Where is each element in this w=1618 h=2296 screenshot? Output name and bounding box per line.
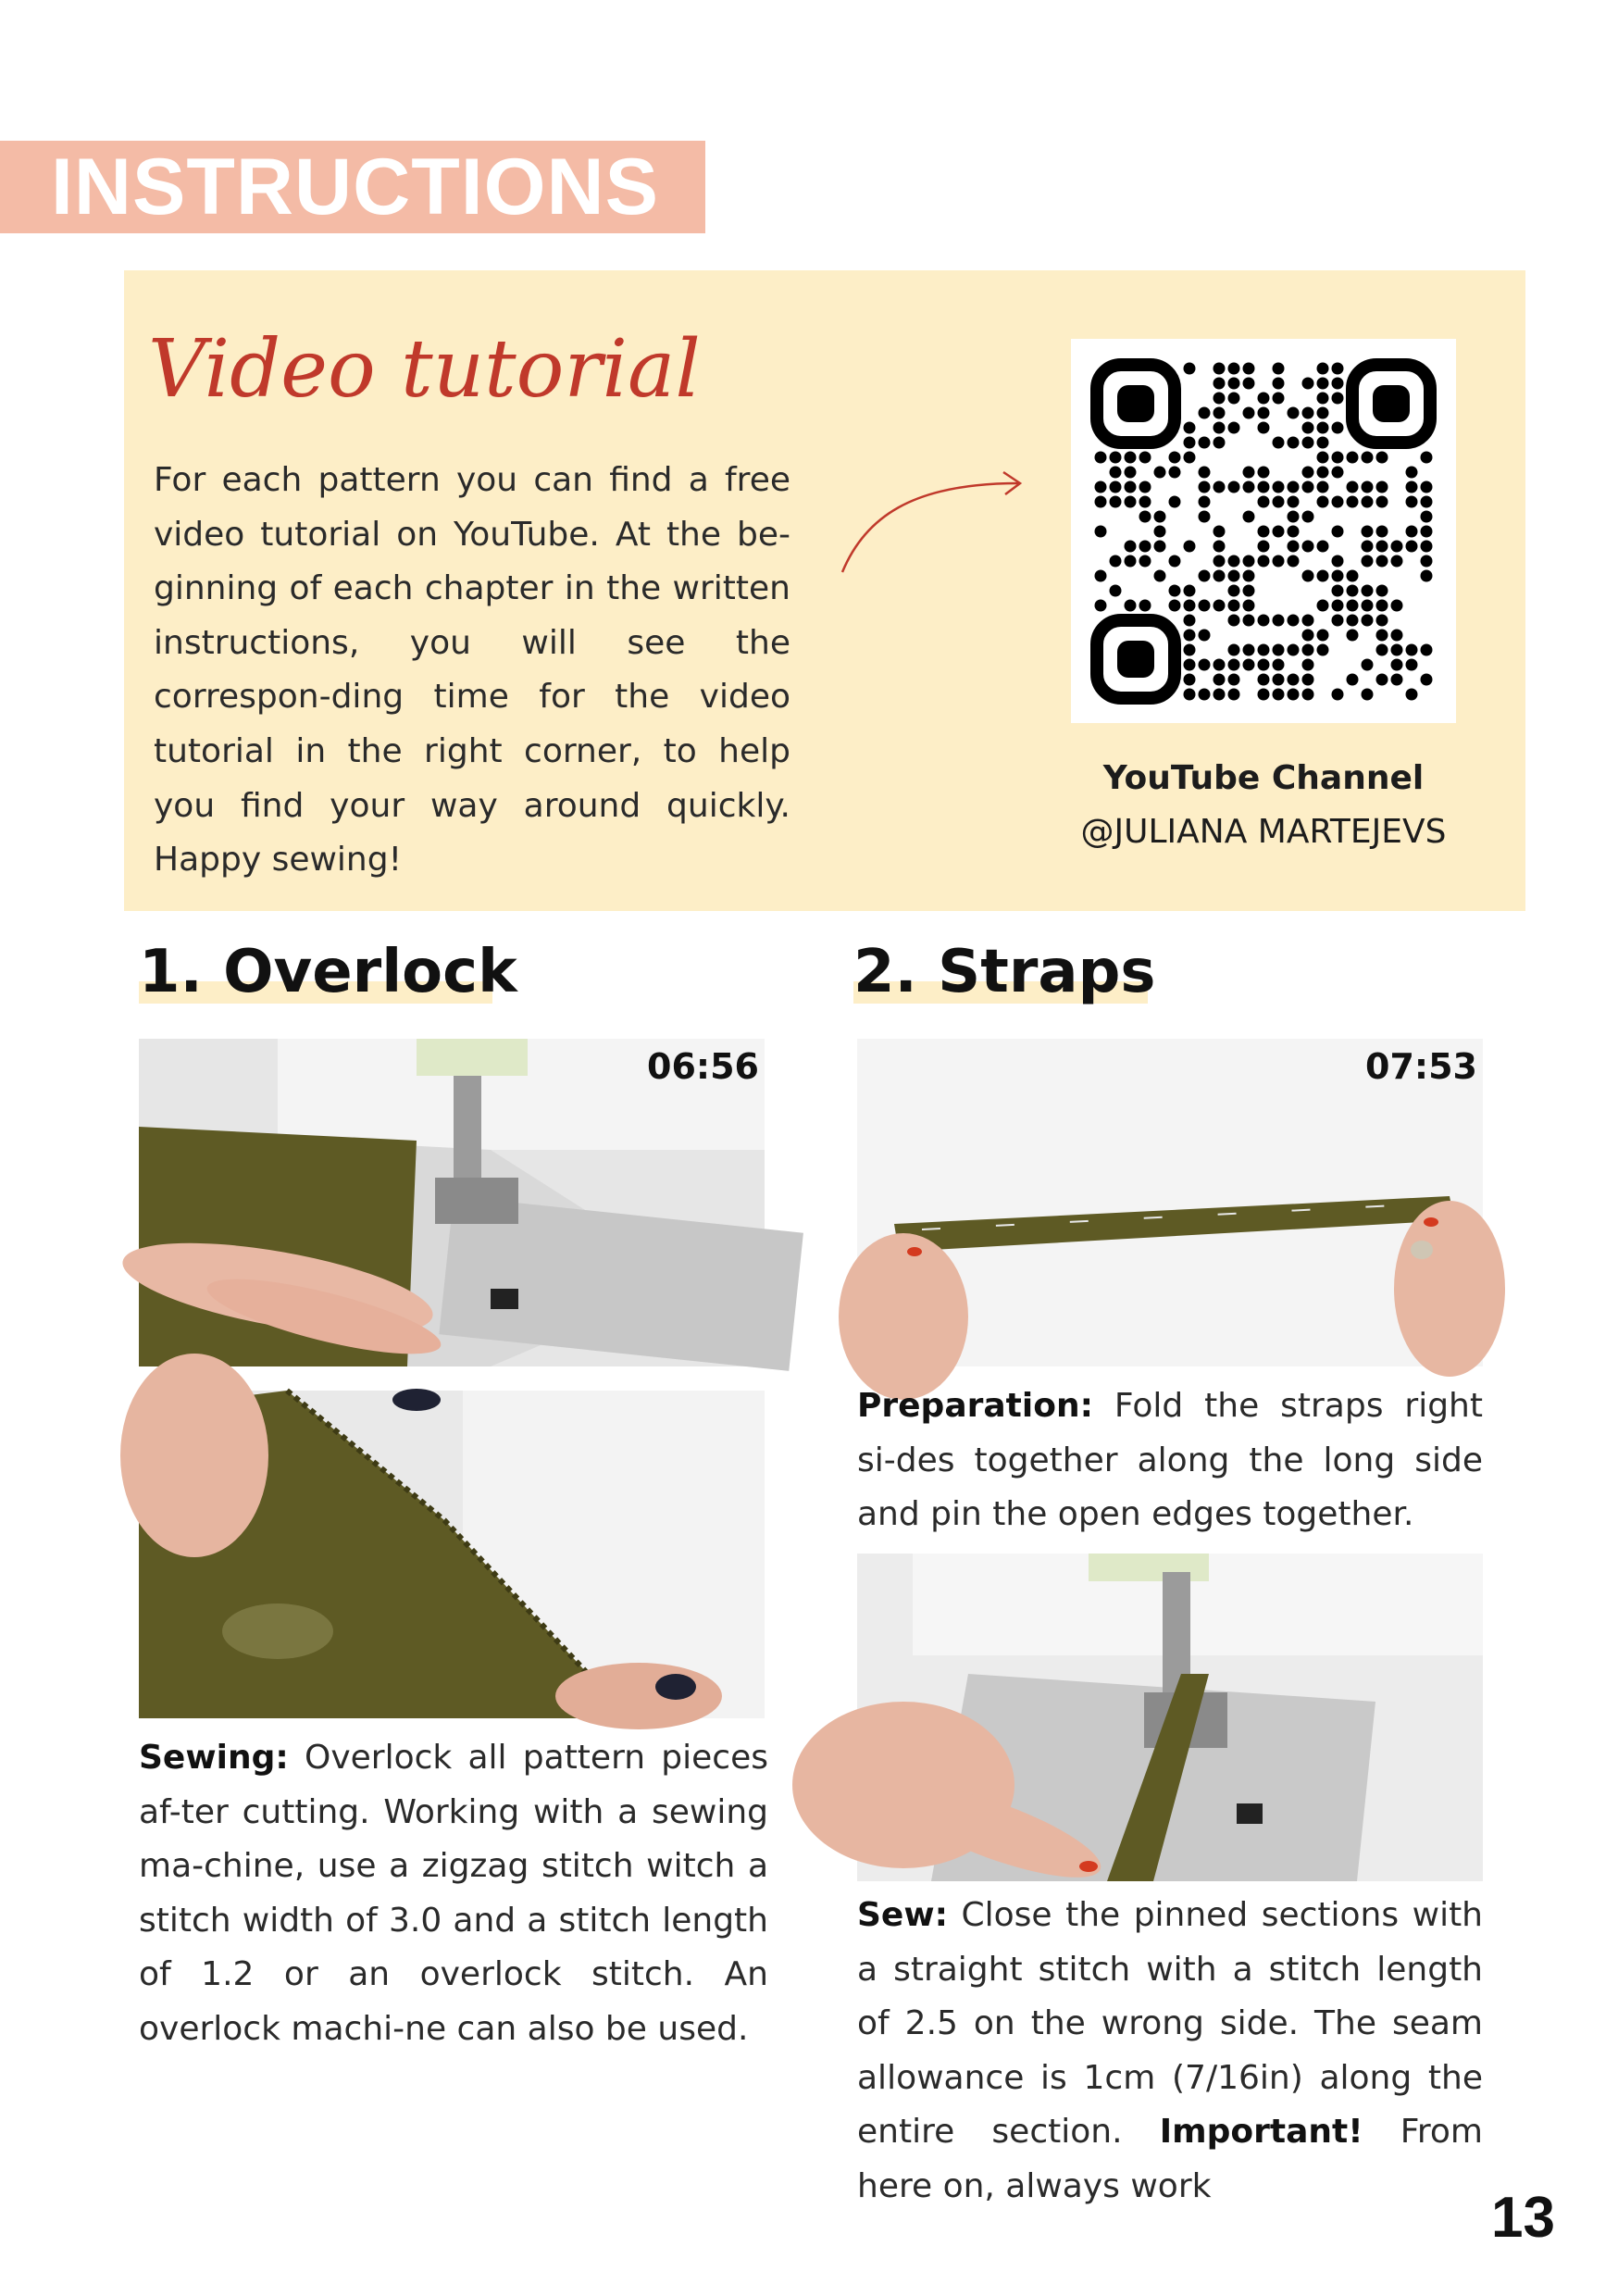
section-straps-title: 2. Straps — [853, 938, 1156, 1006]
straps-sew-instructions — [857, 1889, 1483, 2215]
instructions-banner — [0, 141, 705, 233]
important-label: Important! — [1159, 2113, 1363, 2152]
overlock-photo-1 — [139, 1039, 765, 1366]
sewing-text: Overlock all pattern pieces af-ter cutting. Working with a sewing ma-chine, use a zigzag stitch witch a stitch width of 3.0 and a stitch length of 1.2 or an overlock stitch. An overlock machi-ne can also be used. — [139, 1739, 768, 2048]
straps-photo-2 — [857, 1554, 1483, 1881]
sew-text: Close the pinned sections with a straight stitch with a stitch length of 2.5 on the wrong side. The seam allowance is 1cm (7/16in) along the entire section. — [857, 1896, 1483, 2152]
important-text: From here on, always work — [857, 2113, 1483, 2205]
intro-paragraph: For each pattern you can find a free video tutorial on YouTube. At the be-ginning of each chapter in the written instructions, you will see the correspon-ding time for the video tutorial in the right corner, to help you find your way around quickly. Happy sewing! — [154, 461, 790, 880]
overlock-timestamp: 06:56 — [647, 1046, 759, 1087]
arrow-icon — [837, 463, 1031, 583]
page-number: 13 — [1491, 2186, 1555, 2250]
youtube-channel-label: YouTube Channel — [1102, 759, 1425, 797]
straps-photo-1 — [857, 1039, 1483, 1366]
banner-title: INSTRUCTIONS — [51, 143, 659, 231]
sewing-label: Sewing: — [139, 1739, 289, 1777]
straps-timestamp: 07:53 — [1365, 1046, 1477, 1087]
straps-preparation — [857, 1379, 1483, 1542]
sew-label: Sew: — [857, 1896, 948, 1934]
video-tutorial-script-title — [137, 294, 701, 443]
section-overlock-heading — [139, 935, 517, 1009]
overlock-instructions — [139, 1731, 768, 2057]
preparation-label: Preparation: — [857, 1387, 1093, 1425]
qr-code-icon — [1093, 361, 1434, 702]
section-overlock-title: 1. Overlock — [139, 938, 517, 1006]
section-straps-heading — [853, 935, 1168, 1009]
qr-code[interactable] — [1071, 339, 1456, 723]
preparation-text: Fold the straps right si-des together along the long side and pin the open edges together. — [857, 1387, 1483, 1534]
overlock-photo-2 — [139, 1391, 765, 1718]
youtube-channel-handle: @JULIANA MARTEJEVS — [1080, 813, 1447, 851]
svg-text:Video tutorial: Video tutorial — [148, 323, 701, 416]
